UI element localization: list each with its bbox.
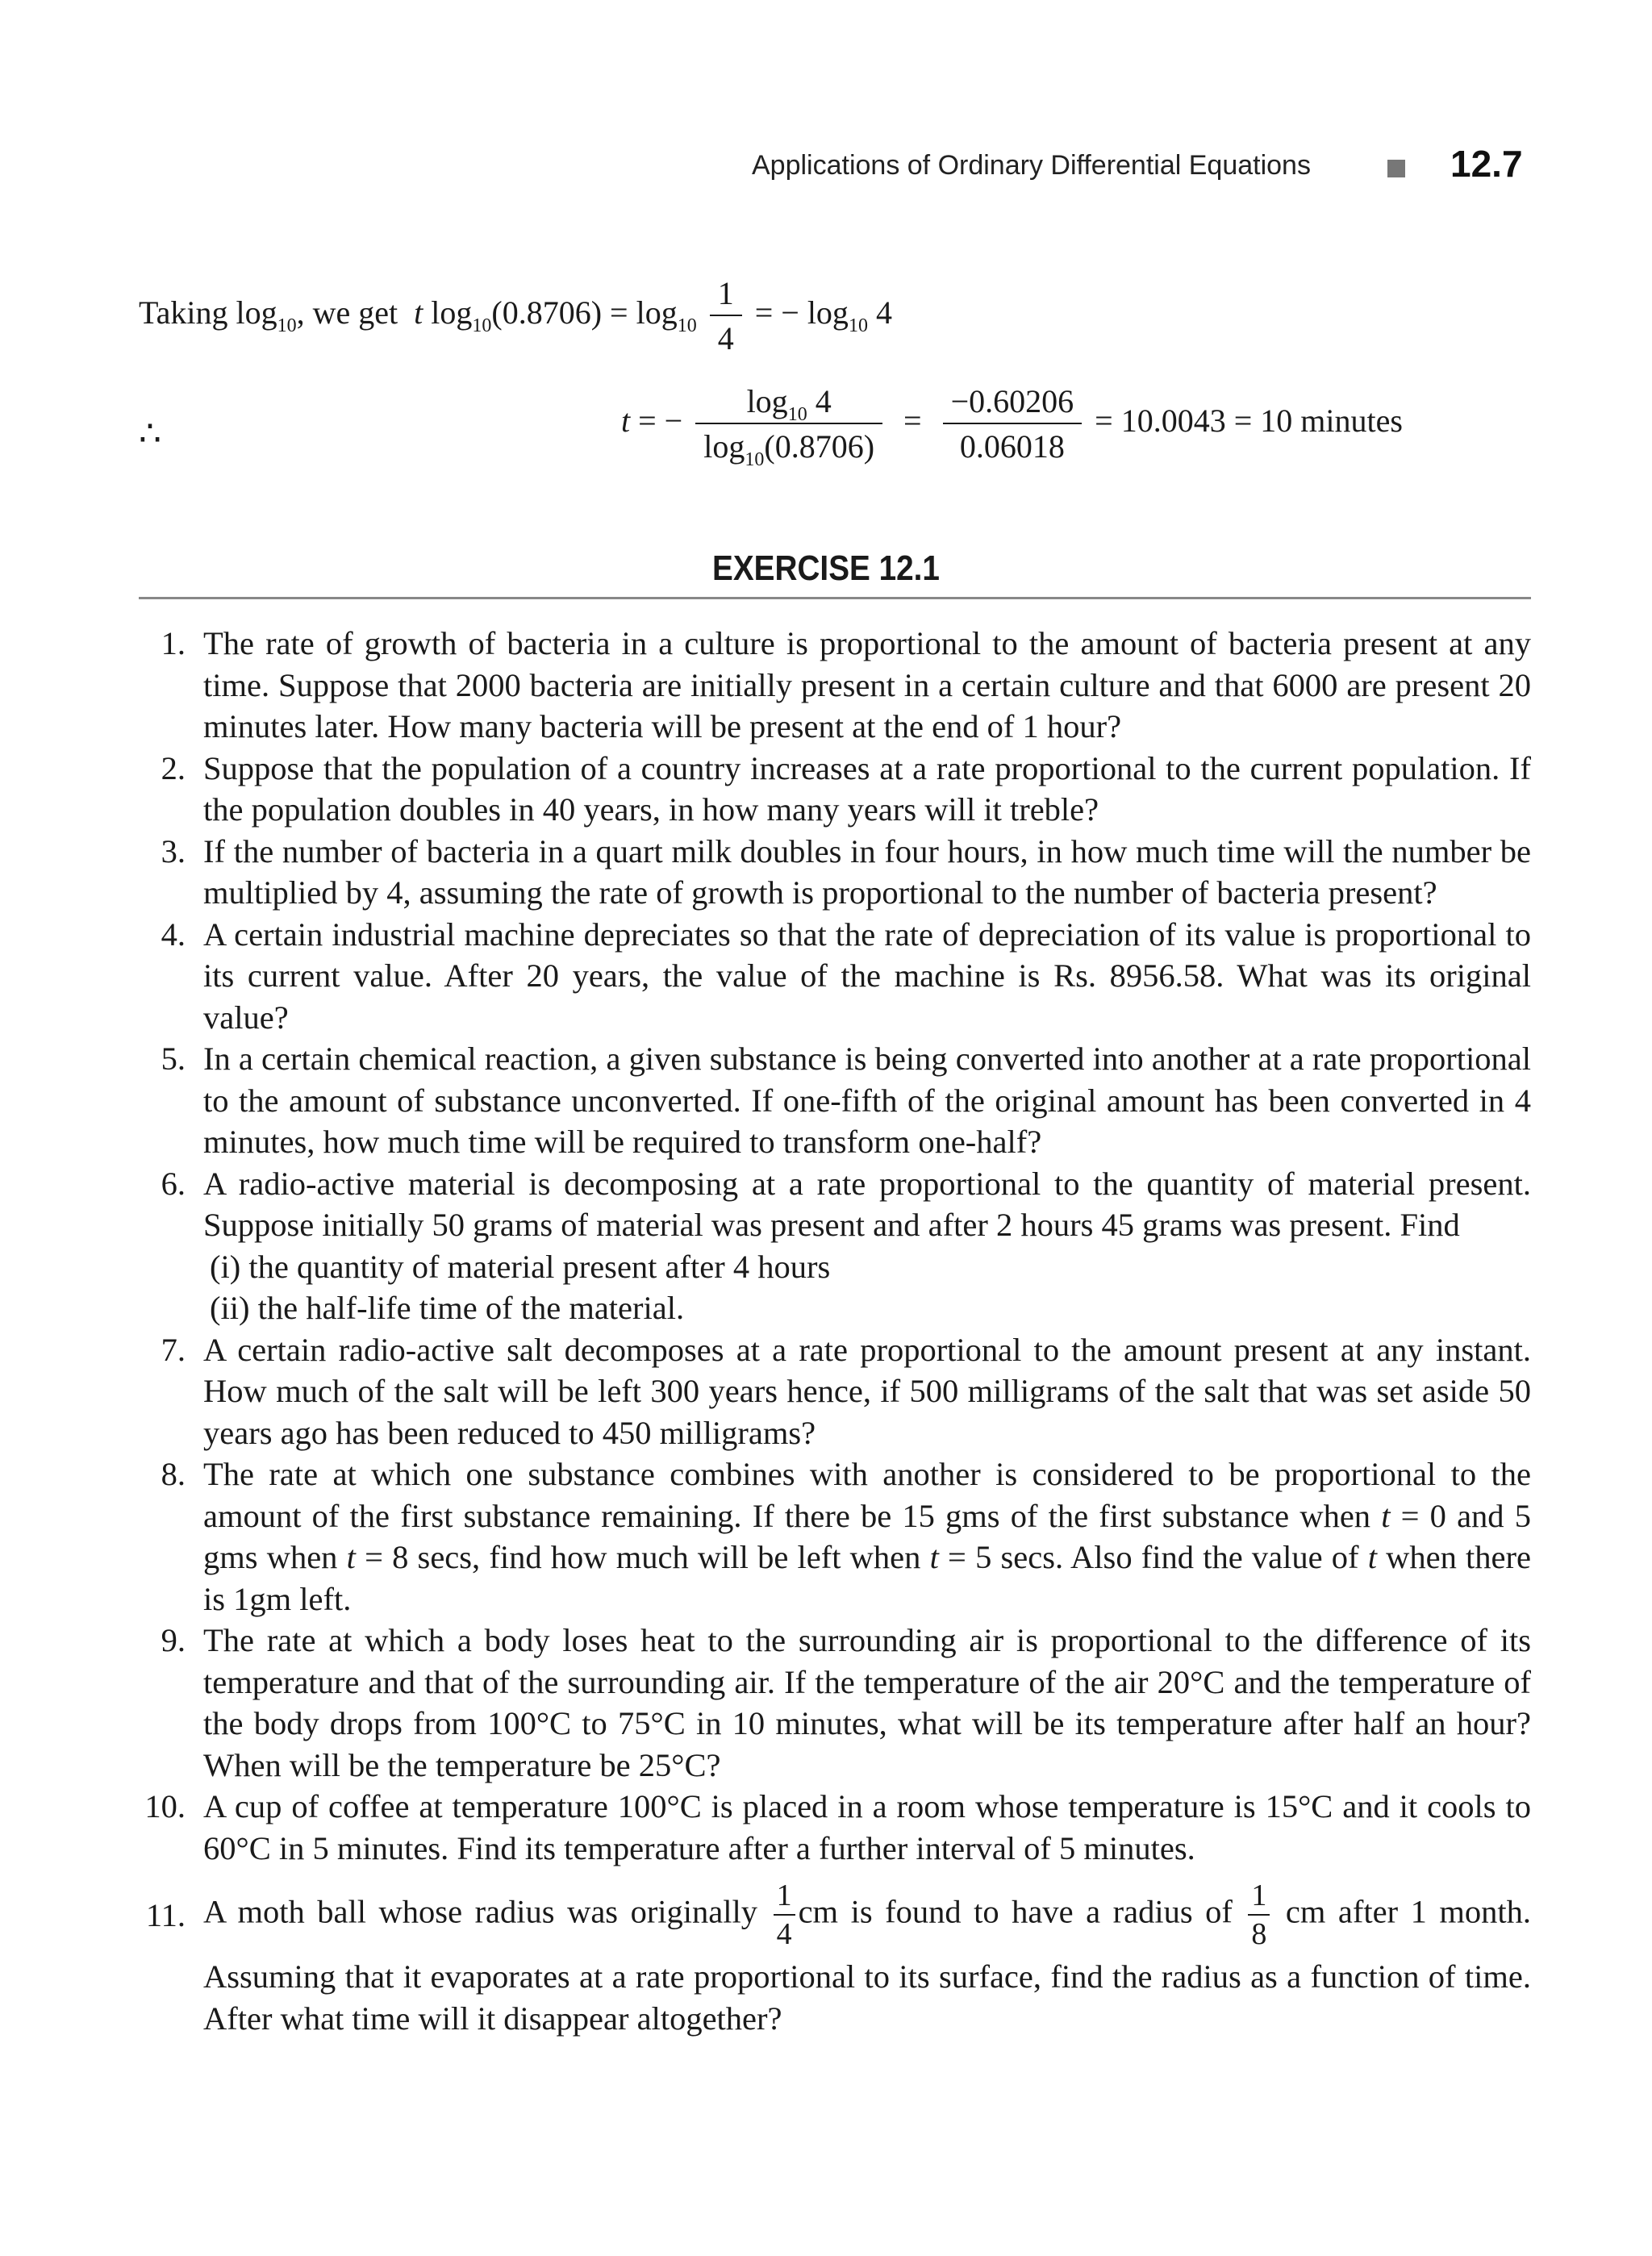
- fraction-denominator: 4: [717, 320, 734, 357]
- exercise-title-rule: [139, 597, 1531, 599]
- fraction-denominator: 0.06018: [959, 428, 1065, 465]
- derivation-line-1: [139, 277, 892, 355]
- problem-number: 11.: [145, 1897, 186, 1933]
- header-square-bullet: [1387, 160, 1405, 177]
- fraction-denominator: 8: [1251, 1917, 1267, 1951]
- fraction-one-eighth: [1248, 1880, 1270, 1950]
- problem-number: 3.: [161, 832, 186, 869]
- problem-number: 2.: [161, 749, 186, 786]
- subscript: 10: [745, 449, 765, 470]
- problem-subpart: (i) the quantity of material present after 4 hours: [210, 1248, 831, 1285]
- page-number: 12.7: [1450, 143, 1523, 185]
- log-text: log: [746, 383, 788, 419]
- variable-t: t: [1367, 1539, 1377, 1575]
- exercise-problem: [139, 1880, 1531, 2039]
- subscript: 10: [787, 404, 807, 425]
- text-run: = 0 and 5 gms when: [203, 1497, 1531, 1575]
- problem-text: [203, 1456, 1531, 1617]
- problem-text-continued: Assuming that it evaporates at a rate proportional to its surface, find the radius as a function of time. After what time will it disappear altogether?: [203, 1958, 1531, 2037]
- fraction-denominator: 4: [776, 1917, 792, 1951]
- fraction-numerator: [695, 383, 882, 425]
- derivation-line-2: [621, 383, 1403, 470]
- fraction-denominator: [695, 424, 882, 470]
- text-run: The rate at which one substance combines with another is considered to be proportional to the amount of the first substance remaining. If there be 15 gms of the first substance when: [203, 1456, 1531, 1534]
- problem-number: 4.: [161, 915, 186, 953]
- exercise-problem: [139, 748, 1531, 831]
- equals-sign: =: [903, 402, 922, 440]
- problem-subpart: (ii) the half-life time of the material.: [210, 1290, 685, 1326]
- rhs-argument: 4: [875, 294, 892, 332]
- text-run: cm after 1 month.: [1285, 1893, 1532, 1930]
- subscript: 10: [472, 315, 492, 337]
- problem-text: A certain radio-active salt decomposes at a rate proportional to the amount present at any instant. How much of the salt will be left 300 years hence, if 500 milligrams of the salt that was set aside 50 years ago has been reduced to 450 milligrams?: [203, 1331, 1531, 1451]
- problem-text: A cup of coffee at temperature 100°C is placed in a room whose temperature is 15°C and it cools to 60°C in 5 minutes. Find its temperature after a further interval of 5 minutes.: [203, 1788, 1531, 1866]
- exercise-problem: [139, 1329, 1531, 1454]
- exercise-problem: [139, 1453, 1531, 1620]
- exercise-problem: [139, 831, 1531, 914]
- fraction-numerator: −0.60206: [943, 386, 1083, 424]
- subscript: 10: [848, 315, 868, 337]
- variable-t: t: [414, 294, 423, 332]
- problem-text: Suppose that the population of a country increases at a rate proportional to the current population. If the population doubles in 40 years, in how many years will it treble?: [203, 749, 1531, 828]
- problem-number: 1.: [161, 625, 186, 661]
- problem-text: A certain industrial machine depreciates so that the rate of depreciation of its value is proportional to its current value. After 20 years, the value of the machine is Rs. 8956.58. What was its original value?: [203, 915, 1531, 1036]
- problem-number: 6.: [161, 1165, 186, 1202]
- fraction-numerator: 1: [774, 1880, 795, 1916]
- problem-number: 5.: [161, 1040, 186, 1077]
- problem-text: [203, 1880, 1531, 1950]
- exercise-problem-list: [139, 623, 1531, 2039]
- exercise-problem: [139, 1786, 1531, 1869]
- text-run: = 8 secs, find how much will be left when: [355, 1539, 930, 1575]
- text-run: = 5 secs. Also find the value of: [938, 1539, 1368, 1575]
- problem-number: 9.: [161, 1622, 186, 1658]
- derivation-intro-tail: , we get: [296, 294, 398, 332]
- problem-text: A radio-active material is decomposing at a rate proportional to the quantity of material present. Suppose initially 50 grams of material was present and after 2 hours 45 grams was present. Find: [203, 1165, 1531, 1243]
- therefore-symbol: ∴: [139, 414, 161, 453]
- exercise-problem: [139, 1620, 1531, 1786]
- equals-minus: = −: [638, 402, 683, 440]
- variable-t: t: [621, 402, 631, 440]
- log-argument: (0.8706): [764, 428, 875, 465]
- fraction-one-quarter: [774, 1880, 795, 1950]
- exercise-problem: [139, 623, 1531, 748]
- fraction-numerator: 1: [710, 277, 742, 316]
- fraction-decimal-ratio: [943, 383, 1083, 465]
- exercise-problem: [139, 914, 1531, 1039]
- log-text: log: [703, 428, 745, 465]
- problem-number: 8.: [161, 1456, 186, 1492]
- rhs-text: = − log: [754, 294, 849, 332]
- text-run: cm is found to have a radius of: [798, 1893, 1233, 1930]
- derivation-result: = 10.0043 = 10 minutes: [1095, 402, 1403, 440]
- fraction-one-quarter: [710, 277, 742, 355]
- derivation-intro: Taking log: [139, 294, 277, 332]
- log-argument: (0.8706) = log: [491, 294, 678, 332]
- subscript: 10: [277, 315, 297, 337]
- log-text: log: [431, 294, 473, 332]
- exercise-problem: [139, 1163, 1531, 1329]
- problem-text: In a certain chemical reaction, a given substance is being converted into another at a rate proportional to the amount of substance unconverted. If one-fifth of the original amount has been converted in 4 minutes, how much time will be required to transform one-half?: [203, 1040, 1531, 1160]
- text-run: when there is 1gm left.: [203, 1539, 1531, 1617]
- log-argument: 4: [815, 383, 832, 419]
- problem-text: The rate at which a body loses heat to the surrounding air is proportional to the difference of its temperature and that of the surrounding air. If the temperature of the air 20°C and the temperature of the body drops from 100°C to 75°C in 10 minutes, what will be its temperature after half an hour? When will be the temperature be 25°C?: [203, 1622, 1531, 1783]
- variable-t: t: [346, 1539, 356, 1575]
- problem-text: The rate of growth of bacteria in a culture is proportional to the amount of bacteria present at any time. Suppose that 2000 bacteria are initially present in a certain culture and that 6000 are present 20 minutes later. How many bacteria will be present at the end of 1 hour?: [203, 625, 1531, 744]
- problem-number: 7.: [161, 1331, 186, 1368]
- subscript: 10: [677, 315, 697, 337]
- problem-text: If the number of bacteria in a quart milk doubles in four hours, in how much time will the number be multiplied by 4, assuming the rate of growth is proportional to the number of bacteria present?: [203, 832, 1531, 911]
- text-run: A moth ball whose radius was originally: [203, 1893, 758, 1930]
- variable-t: t: [1381, 1497, 1391, 1534]
- exercise-problem: [139, 1038, 1531, 1163]
- fraction-numerator: 1: [1248, 1880, 1270, 1916]
- exercise-title: EXERCISE 12.1: [712, 548, 940, 588]
- variable-t: t: [929, 1539, 939, 1575]
- fraction-log-ratio: [695, 383, 882, 470]
- running-header-title: Applications of Ordinary Differential Equations: [752, 150, 1311, 181]
- problem-number: 10.: [144, 1788, 186, 1824]
